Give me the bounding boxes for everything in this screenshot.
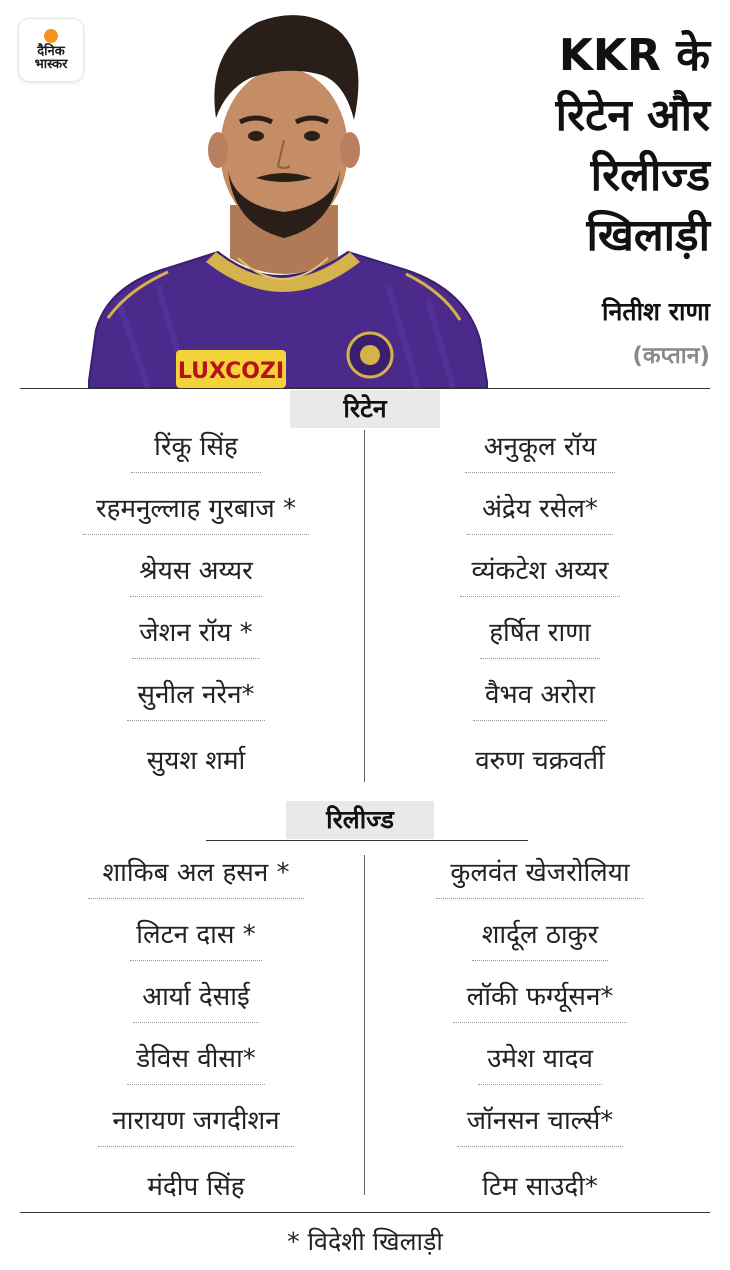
released-column-divider <box>364 855 365 1195</box>
player-name: शार्दूल ठाकुर <box>481 919 599 950</box>
player-name: मंदीप सिंह <box>147 1172 245 1202</box>
released-right-item <box>390 1032 690 1094</box>
player-name: लॉकी फर्ग्यूसन* <box>466 981 614 1012</box>
released-right-item <box>390 970 690 1032</box>
player-name: रिंकू सिंह <box>154 431 238 462</box>
player-name: आर्या देसाई <box>142 981 250 1012</box>
dotted-separator <box>436 898 644 899</box>
dotted-separator <box>480 658 600 659</box>
dotted-separator <box>457 1146 623 1147</box>
player-name: टिम साउदी* <box>482 1172 598 1202</box>
retained-left-item <box>46 730 346 792</box>
foreign-player-footnote: * विदेशी खिलाड़ी <box>287 1227 443 1256</box>
title-line-2: रिटेन और <box>555 90 710 141</box>
released-left-item <box>46 1156 346 1218</box>
title-line-4: खिलाड़ी <box>586 210 710 261</box>
released-left-item <box>46 1094 346 1156</box>
dotted-separator <box>453 1022 627 1023</box>
retained-right-item <box>390 544 690 606</box>
dotted-separator <box>465 472 615 473</box>
logo-line-1: दैनिक <box>37 44 65 59</box>
retained-left-item <box>46 606 346 668</box>
dotted-separator <box>473 720 607 721</box>
dotted-separator <box>472 960 608 961</box>
dotted-separator <box>83 534 309 535</box>
player-name: डेविस वीसा* <box>136 1043 256 1074</box>
player-name: वैभव अरोरा <box>484 679 596 710</box>
retained-left-item <box>46 482 346 544</box>
player-name: शाकिब अल हसन * <box>102 857 290 888</box>
retained-right-item <box>390 482 690 544</box>
dotted-separator <box>88 898 304 899</box>
player-name: श्रेयस अय्यर <box>139 555 253 586</box>
captain-photo <box>88 0 488 388</box>
title-line-3: रिलीज्ड <box>590 150 710 201</box>
released-right-item <box>390 846 690 908</box>
logo-line-2: भास्कर <box>34 57 68 72</box>
player-name: सुयश शर्मा <box>146 746 246 776</box>
released-right-item <box>390 1094 690 1156</box>
dotted-separator <box>467 534 613 535</box>
dotted-separator <box>132 658 260 659</box>
player-name: उमेश यादव <box>487 1043 593 1074</box>
dotted-separator <box>127 1084 265 1085</box>
bottom-divider <box>20 1212 710 1213</box>
retained-section-label: रिटेन <box>290 390 440 428</box>
retained-left-item <box>46 420 346 482</box>
released-right-item <box>390 908 690 970</box>
released-header-divider <box>206 840 528 841</box>
title-line-1: KKR के <box>558 30 710 81</box>
dotted-separator <box>127 720 265 721</box>
player-name: हर्षित राणा <box>489 617 591 648</box>
sun-icon <box>44 29 58 43</box>
released-left-item <box>46 1032 346 1094</box>
dotted-separator <box>98 1146 294 1147</box>
dotted-separator <box>460 596 620 597</box>
player-name: सुनील नरेन* <box>137 679 255 710</box>
player-name: अंद्रेय रसेल* <box>482 493 598 524</box>
dotted-separator <box>130 960 262 961</box>
player-name: लिटन दास * <box>136 919 256 950</box>
dotted-separator <box>478 1084 602 1085</box>
retained-right-item <box>390 606 690 668</box>
released-left-item <box>46 970 346 1032</box>
player-name: व्यंकटेश अय्यर <box>471 555 609 586</box>
player-name: वरुण चक्रवर्ती <box>475 746 605 776</box>
player-name: जेशन रॉय * <box>139 617 253 648</box>
released-section-label: रिलीज्ड <box>286 801 434 839</box>
player-name: कुलवंत खेजरोलिया <box>450 857 630 888</box>
player-name: जॉनसन चार्ल्स* <box>466 1105 614 1136</box>
released-left-item <box>46 846 346 908</box>
dainik-bhaskar-logo <box>19 19 83 81</box>
released-right-item <box>390 1156 690 1218</box>
captain-role: (कप्तान) <box>632 343 710 369</box>
top-divider <box>20 388 710 389</box>
retained-right-item <box>390 420 690 482</box>
dotted-separator <box>131 472 261 473</box>
retained-right-item <box>390 668 690 730</box>
retained-left-item <box>46 668 346 730</box>
player-name: नारायण जगदीशन <box>112 1105 280 1136</box>
retained-right-item <box>390 730 690 792</box>
retained-left-item <box>46 544 346 606</box>
released-left-item <box>46 908 346 970</box>
player-name: अनुकूल रॉय <box>483 431 597 462</box>
jersey-sponsor-text: LUXCOZI <box>177 359 285 384</box>
dotted-separator <box>133 1022 259 1023</box>
page-title <box>490 26 710 266</box>
retained-column-divider <box>364 430 365 782</box>
dotted-separator <box>130 596 262 597</box>
player-name: रहमनुल्लाह गुरबाज * <box>96 493 296 524</box>
captain-name: नितीश राणा <box>601 297 710 326</box>
